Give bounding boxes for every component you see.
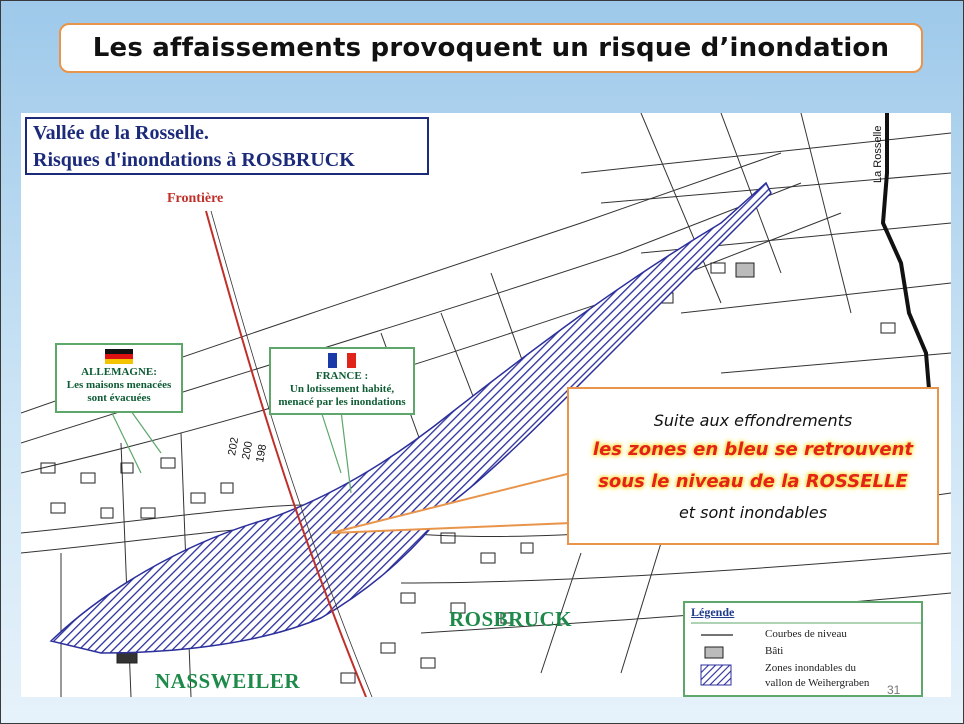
germany-box: [55, 343, 183, 413]
legend-flood-line2: vallon de Weihergraben: [765, 677, 870, 689]
france-box: [269, 347, 415, 415]
france-line1: FRANCE :: [315, 370, 369, 382]
contour-label-202: 202: [226, 436, 242, 457]
slide-title: Les affaissements provoquent un risque d’inondation: [92, 33, 890, 63]
place-rosbruck: ROSBRUCK: [449, 607, 573, 631]
germany-line3: sont évacuées: [87, 392, 151, 404]
legend-contours: Courbes de niveau: [765, 628, 847, 640]
legend-title: Légende: [691, 605, 735, 619]
slide-title-box: [59, 23, 923, 73]
explanation-callout: [567, 387, 939, 545]
map-title-line1: Vallée de la Rosselle.: [33, 122, 209, 144]
page-number: 31: [887, 683, 901, 697]
map-title-line2: Risques d'inondations à ROSBRUCK: [33, 149, 355, 171]
france-line2: Un lotissement habité,: [289, 383, 395, 395]
france-line3: menacé par les inondations: [278, 396, 406, 408]
german-flag-icon: [105, 349, 133, 364]
contour-label-198: 198: [254, 443, 270, 464]
legend-flood-line1: Zones inondables du: [765, 662, 857, 674]
contour-label-200: 200: [240, 440, 256, 461]
frontier-label: Frontière: [167, 191, 224, 206]
french-flag-icon: [328, 353, 356, 368]
germany-line1: ALLEMAGNE:: [81, 366, 157, 378]
river-label: La Rosselle: [872, 125, 884, 183]
place-nassweiler: NASSWEILER: [155, 669, 301, 693]
map-title: [25, 117, 429, 175]
callout-line2: les zones en bleu se retrouvent: [592, 439, 914, 460]
germany-line2: Les maisons menacées: [66, 379, 172, 391]
rosselle-river: [883, 113, 931, 413]
legend-buildings: Bâti: [765, 645, 784, 657]
callout-line3: sous le niveau de la ROSSELLE: [598, 471, 908, 492]
callout-line4: et sont inondables: [678, 503, 828, 522]
callout-line1: Suite aux effondrements: [653, 411, 853, 430]
